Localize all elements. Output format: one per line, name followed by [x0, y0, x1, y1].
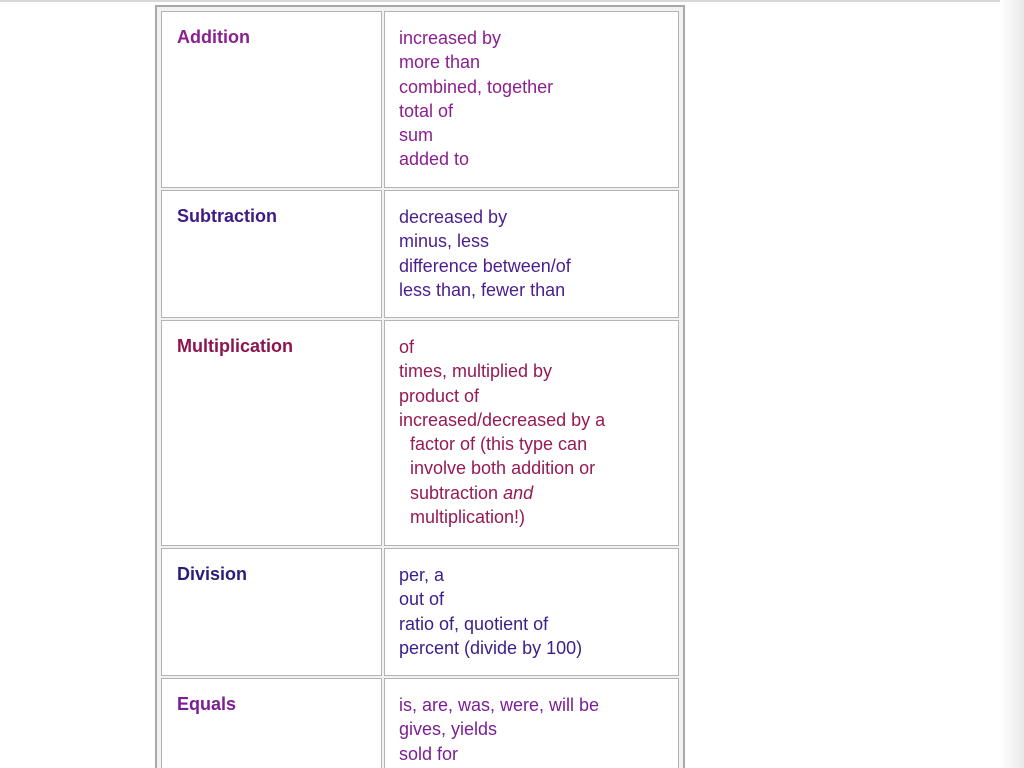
- operation-cell: [161, 320, 382, 546]
- keyword-line: times, multiplied by: [399, 361, 553, 382]
- keywords-cell: [384, 190, 679, 318]
- keyword-line: increased by: [399, 28, 502, 48]
- keyword-line: involve both addition or: [410, 458, 596, 479]
- table-row-equals: [161, 678, 679, 768]
- keyword-line: gives, yields: [399, 719, 498, 740]
- keyword-line: product of: [399, 385, 480, 406]
- keyword-line: out of: [399, 589, 445, 610]
- keyword-line: minus, less: [399, 231, 490, 252]
- keyword-line: less than, fewer than: [399, 279, 566, 300]
- keyword-line: combined, together: [399, 76, 554, 97]
- keyword-line: sum: [399, 125, 434, 146]
- operation-label: Multiplication: [177, 336, 293, 356]
- table-row-subtraction: [161, 190, 679, 318]
- keyword-line: difference between/of: [399, 255, 571, 276]
- operation-label: Addition: [177, 27, 250, 47]
- keyword-table-frame: [155, 5, 685, 768]
- keywords-cell: [384, 548, 679, 676]
- table-row-multiplication: [161, 320, 679, 546]
- keyword-line: of: [399, 337, 415, 357]
- emphasis-text: and: [503, 482, 534, 503]
- keyword-line: ratio of, quotient of: [399, 613, 549, 634]
- operation-cell: [161, 190, 382, 318]
- keyword-line: sold for: [399, 743, 459, 764]
- operation-cell: [161, 11, 382, 188]
- table-row-addition: [161, 11, 679, 188]
- operation-label: Equals: [177, 694, 237, 714]
- keyword-line: total of: [399, 100, 454, 121]
- top-divider: [0, 0, 1024, 2]
- keyword-line: multiplication!): [410, 507, 526, 528]
- operation-label: Division: [177, 564, 248, 584]
- table-row-division: [161, 548, 679, 676]
- operation-cell: [161, 548, 382, 676]
- keyword-line: [399, 481, 664, 505]
- keyword-table: [159, 9, 681, 768]
- keyword-line: per, a: [399, 565, 445, 585]
- keywords-cell: [384, 11, 679, 188]
- keyword-text: subtraction: [410, 482, 504, 503]
- right-edge-shadow: [1000, 0, 1024, 768]
- keywords-cell: [384, 320, 679, 546]
- operation-cell: [161, 678, 382, 768]
- keyword-line: more than: [399, 52, 481, 73]
- keyword-line: factor of (this type can: [410, 434, 588, 455]
- keywords-cell: [384, 678, 679, 768]
- keyword-line: percent (divide by 100): [399, 637, 583, 658]
- keyword-line: added to: [399, 149, 470, 170]
- keyword-line: decreased by: [399, 207, 508, 227]
- keyword-line: increased/decreased by a: [399, 409, 606, 430]
- operation-label: Subtraction: [177, 206, 278, 226]
- keyword-line: is, are, was, were, will be: [399, 695, 600, 715]
